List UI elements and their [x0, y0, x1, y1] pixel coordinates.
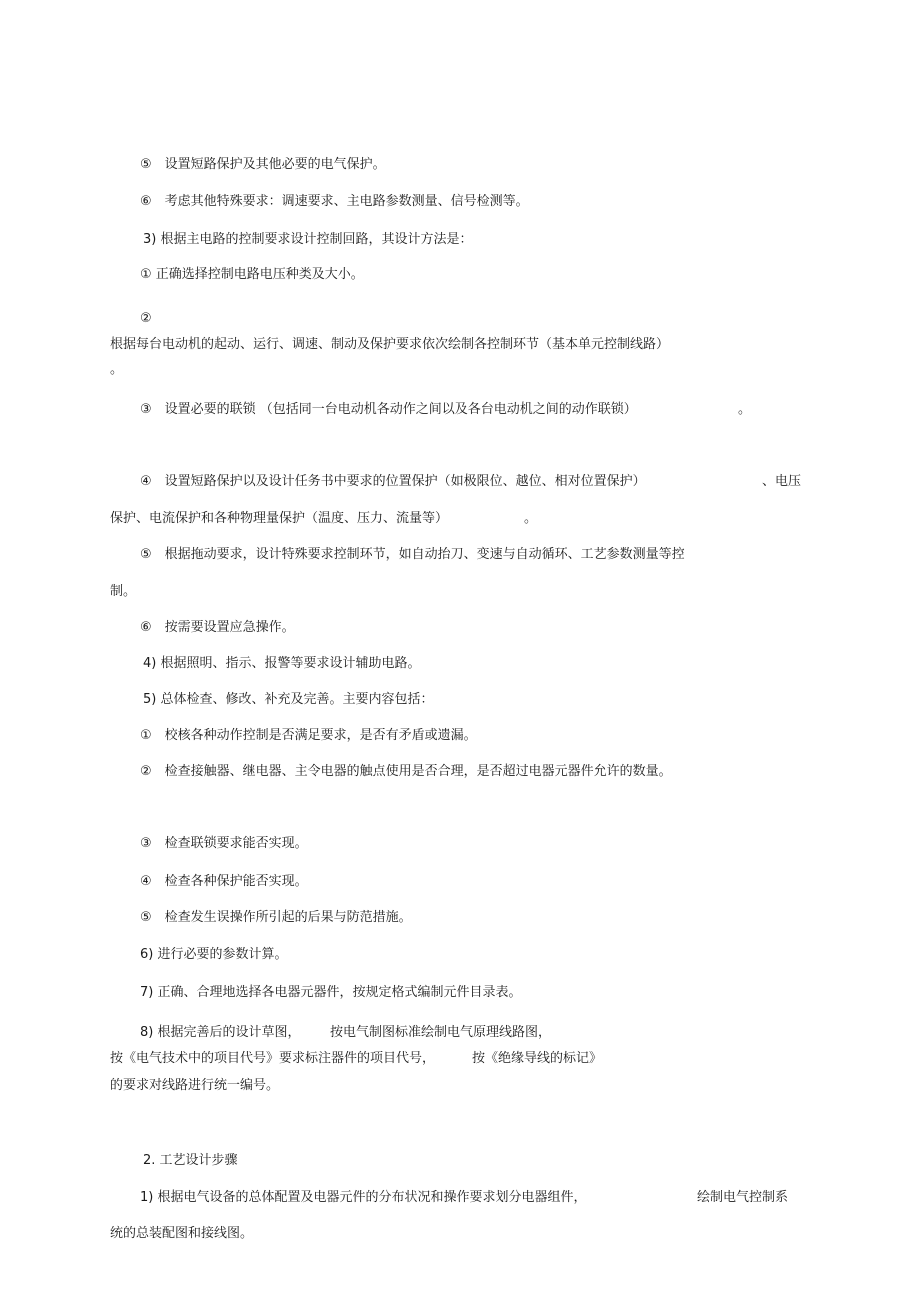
text-line: 1) 根据电气设备的总体配置及电器元件的分布状况和操作要求划分电器组件，	[140, 1190, 587, 1205]
text-line: 根据每台电动机的起动、运行、调速、制动及保护要求依次绘制各控制环节（基本单元控制线路）	[110, 337, 670, 352]
text-line: ⑤ 设置短路保护及其他必要的电气保护。	[140, 157, 386, 172]
text-line: 、电压	[762, 474, 802, 489]
text-line: ⑥ 按需要设置应急操作。	[140, 620, 295, 635]
text-line: 6) 进行必要的参数计算。	[140, 947, 288, 962]
text-line: 4) 根据照明、指示、报警等要求设计辅助电路。	[143, 656, 421, 671]
text-line: 。	[524, 511, 538, 526]
text-line: ⑤ 检查发生误操作所引起的后果与防范措施。	[140, 910, 412, 925]
text-line: 8) 根据完善后的设计草图，	[140, 1025, 301, 1040]
text-line: ②	[140, 311, 152, 326]
text-line: ① 校核各种动作控制是否满足要求，是否有矛盾或遗漏。	[140, 728, 477, 743]
text-line: 3) 根据主电路的控制要求设计控制回路，其设计方法是：	[143, 232, 473, 247]
text-line: ③ 检查联锁要求能否实现。	[140, 836, 308, 851]
text-line: 5) 总体检查、修改、补充及完善。主要内容包括：	[143, 692, 434, 707]
text-line: ② 检查接触器、继电器、主令电器的触点使用是否合理，是否超过电器元器件允许的数量。	[140, 764, 672, 779]
text-line: ④ 检查各种保护能否实现。	[140, 874, 308, 889]
text-line: ⑥ 考虑其他特殊要求：调速要求、主电路参数测量、信号检测等。	[140, 194, 529, 209]
text-line: 制。	[110, 584, 137, 599]
text-line: 绘制电气控制系	[697, 1190, 789, 1205]
text-line: 按《电气技术中的项目代号》要求标注器件的项目代号，	[110, 1051, 436, 1066]
text-line: 保护、电流保护和各种物理量保护（温度、压力、流量等）	[110, 511, 449, 526]
text-line: 按《绝缘导线的标记》	[472, 1051, 603, 1066]
section-heading: 2. 工艺设计步骤	[143, 1153, 238, 1168]
text-line: ④ 设置短路保护以及设计任务书中要求的位置保护（如极限位、越位、相对位置保护）	[140, 474, 646, 489]
text-line: 。	[110, 362, 124, 377]
text-line: ① 正确选择控制电路电压种类及大小。	[140, 267, 364, 282]
text-line: 统的总装配图和接线图。	[110, 1226, 254, 1241]
text-line: 。	[738, 402, 752, 417]
text-line: 7) 正确、合理地选择各电器元器件，按规定格式编制元件目录表。	[140, 985, 522, 1000]
text-line: 的要求对线路进行统一编号。	[110, 1078, 280, 1093]
text-line: ③ 设置必要的联锁 （包括同一台电动机各动作之间以及各台电动机之间的动作联锁）	[140, 402, 637, 417]
text-line: ⑤ 根据拖动要求，设计特殊要求控制环节，如自动抬刀、变速与自动循环、工艺参数测量等控	[140, 547, 685, 562]
text-line: 按电气制图标准绘制电气原理线路图，	[330, 1025, 552, 1040]
